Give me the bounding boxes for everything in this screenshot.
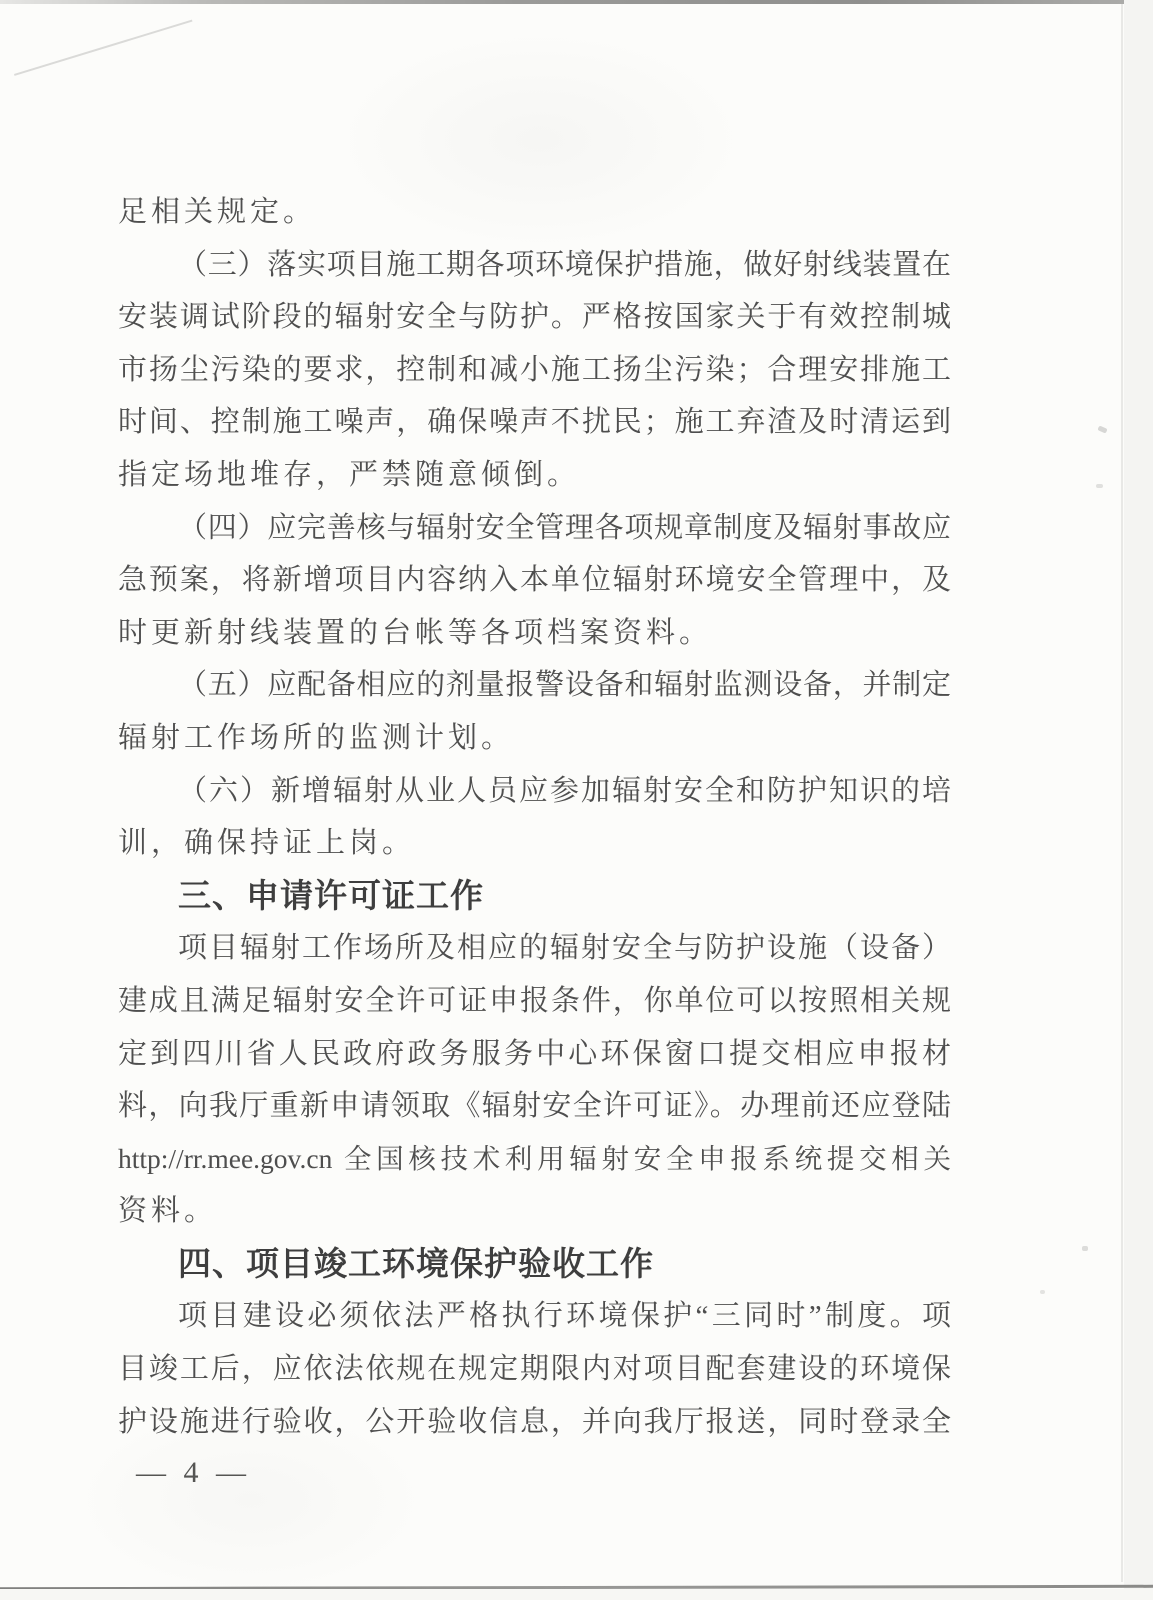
text-line: 足相关规定。 [118,196,317,228]
section-heading-4: 四、项目竣工环境保护验收工作 [178,1244,654,1282]
text-line: 时更新射线装置的台帐等各项档案资料。 [118,616,713,649]
scan-below-bottom [0,1589,1153,1600]
section-heading-3: 三、申请许可证工作 [178,876,484,914]
scan-speck [1082,1246,1088,1251]
text-line: 项目辐射工作场所及相应的辐射安全与防护设施（设备） [178,932,951,965]
text-line: 辐射工作场所的监测计划。 [118,721,515,754]
text-line: 资料。 [118,1195,218,1228]
scan-speck [1097,425,1107,433]
text-line: 项目建设必须依法严格执行环境保护“三同时”制度。项 [178,1300,951,1333]
scan-line-right-edge [1121,4,1123,1582]
scan-streak-top-left [14,20,192,76]
text-line: （五）应配备相应的剂量报警设备和辐射监测设备，并制定 [178,669,951,702]
text-line: 建成且满足辐射安全许可证申报条件，你单位可以按照相关规 [118,984,951,1017]
text-line-url: http://rr.mee.gov.cn 全国核技术利用辐射安全申报系统提交相关 [118,1142,951,1174]
text-line: （四）应完善核与辐射安全管理各项规章制度及辐射事故应 [178,511,951,544]
scan-strip-right [1124,0,1153,1600]
text-line: 定到四川省人民政府政务服务中心环保窗口提交相应申报材 [118,1037,951,1070]
scan-edge-top [0,0,1153,4]
text-line: 护设施进行验收，公开验收信息，并向我厅报送，同时登录全 [118,1405,951,1438]
text-line: 时间、控制施工噪声，确保噪声不扰民；施工弃渣及时清运到 [118,406,951,439]
page-number: — 4 — [136,1456,251,1489]
text-line: 料，向我厅重新申请领取《辐射安全许可证》。办理前还应登陆 [118,1090,951,1123]
text-line: 市扬尘污染的要求，控制和减小施工扬尘污染；合理安排施工 [118,353,951,386]
text-line: （六）新增辐射从业人员应参加辐射安全和防护知识的培 [178,774,951,807]
body-text [118,186,951,1448]
text-line: 训，确保持证上岗。 [118,827,416,860]
text-line: 安装调试阶段的辐射安全与防护。严格按国家关于有效控制城 [118,301,951,334]
scan-speck [1040,1290,1045,1294]
text-line: 指定场地堆存，严禁随意倾倒。 [118,458,581,491]
scan-speck [1096,484,1103,488]
text-line: （三）落实项目施工期各项环境保护措施，做好射线装置在 [178,248,951,281]
text-line: 目竣工后，应依法依规在规定期限内对项目配套建设的环境保 [118,1353,951,1386]
text-line: 急预案，将新增项目内容纳入本单位辐射环境安全管理中，及 [118,564,951,597]
